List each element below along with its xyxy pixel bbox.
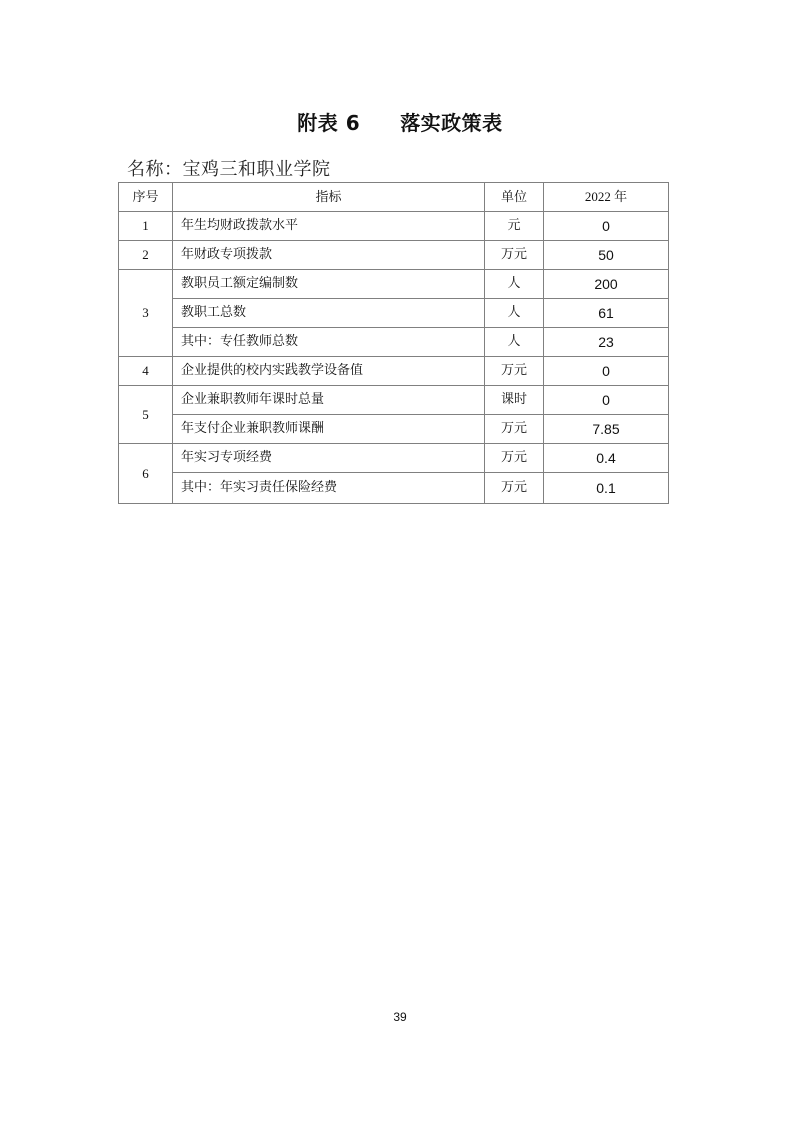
cell-value: 0 [544, 386, 669, 415]
cell-indicator: 年生均财政拨款水平 [173, 212, 485, 241]
table-row [119, 328, 669, 357]
cell-no: 3 [119, 270, 173, 357]
institution-label: 名称： [127, 159, 183, 180]
cell-indicator: 教职员工额定编制数 [173, 270, 485, 299]
cell-value: 23 [544, 328, 669, 357]
table-row [119, 357, 669, 386]
cell-value: 7.85 [544, 415, 669, 444]
title-label: 附表 6 [297, 111, 361, 135]
cell-no: 1 [119, 212, 173, 241]
page-number: 39 [393, 1010, 407, 1024]
cell-unit: 人 [485, 270, 544, 299]
cell-value: 50 [544, 241, 669, 270]
cell-unit: 万元 [485, 444, 544, 473]
cell-value: 0.1 [544, 473, 669, 504]
table-row [119, 212, 669, 241]
cell-indicator: 教职工总数 [173, 299, 485, 328]
cell-value: 0 [544, 212, 669, 241]
table-header-row [119, 183, 669, 212]
table-row [119, 415, 669, 444]
header-indicator: 指标 [173, 183, 485, 212]
cell-no: 6 [119, 444, 173, 504]
table-row [119, 270, 669, 299]
header-no: 序号 [119, 183, 173, 212]
header-year: 2022 年 [544, 183, 669, 212]
cell-indicator: 年实习专项经费 [173, 444, 485, 473]
table-row [119, 299, 669, 328]
cell-unit: 万元 [485, 473, 544, 504]
cell-indicator: 其中：专任教师总数 [173, 328, 485, 357]
cell-value: 0 [544, 357, 669, 386]
cell-unit: 万元 [485, 241, 544, 270]
cell-value: 61 [544, 299, 669, 328]
institution-value: 宝鸡三和职业学院 [182, 159, 331, 180]
cell-no: 5 [119, 386, 173, 444]
institution-name [127, 158, 331, 182]
table-row [119, 473, 669, 504]
cell-no: 2 [119, 241, 173, 270]
cell-indicator: 年支付企业兼职教师课酬 [173, 415, 485, 444]
table-row [119, 241, 669, 270]
cell-unit: 人 [485, 328, 544, 357]
cell-unit: 人 [485, 299, 544, 328]
cell-indicator: 企业兼职教师年课时总量 [173, 386, 485, 415]
cell-unit: 万元 [485, 415, 544, 444]
cell-indicator: 年财政专项拨款 [173, 241, 485, 270]
cell-unit: 元 [485, 212, 544, 241]
cell-indicator: 其中：年实习责任保险经费 [173, 473, 485, 504]
policy-table [118, 182, 669, 504]
title-name: 落实政策表 [400, 111, 503, 135]
cell-value: 0.4 [544, 444, 669, 473]
cell-unit: 课时 [485, 386, 544, 415]
table-row [119, 386, 669, 415]
table-row [119, 444, 669, 473]
page-title [0, 109, 800, 137]
header-unit: 单位 [485, 183, 544, 212]
cell-no: 4 [119, 357, 173, 386]
cell-value: 200 [544, 270, 669, 299]
cell-indicator: 企业提供的校内实践教学设备值 [173, 357, 485, 386]
cell-unit: 万元 [485, 357, 544, 386]
